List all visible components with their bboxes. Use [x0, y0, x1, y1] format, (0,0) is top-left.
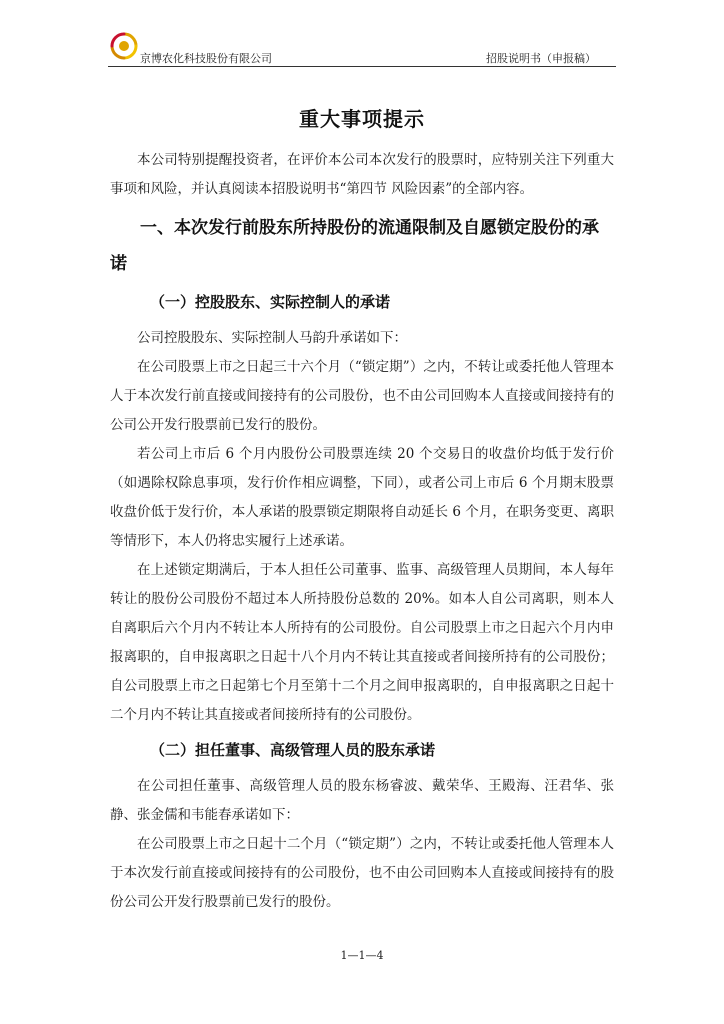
header-divider	[108, 66, 616, 67]
section-heading-1: 一、本次发行前股东所持股份的流通限制及自愿锁定股份的承诺	[110, 218, 599, 274]
company-logo-icon	[108, 30, 140, 62]
paragraph: 若公司上市后 6 个月内股份公司股票连续 20 个交易日的收盘价均低于发行价（如遇除权除息事项，发行价作相应调整，下同），或者公司上市后 6 个月期末股票收盘价低于发行价，本人承诺的股票锁定期限将自动延长 6 个月，在职务变更、离职等情形下，本人仍将忠实履行上述承诺。	[110, 446, 614, 549]
subsection-heading-2: （二）担任董事、高级管理人员的股东承诺	[150, 741, 436, 759]
paragraph: 在公司股票上市之日起三十六个月（“锁定期”）之内，不转让或委托他人管理本人于本次发行前直接或间接持有的公司股份，也不由公司回购本人直接或间接持有的公司公开发行股票前已发行的股份。	[110, 359, 614, 433]
page-number: 1—1—4	[340, 949, 384, 962]
paragraph: 在公司股票上市之日起十二个月（“锁定期”）之内，不转让或委托他人管理本人于本次发行前直接或间接持有的公司股份，也不由公司回购本人直接或间接持有的股份公司公开发行股票前已发行的股份。	[110, 836, 614, 910]
document-type: 招股说明书（申报稿）	[486, 52, 596, 65]
company-name: 京博农化科技股份有限公司	[140, 52, 272, 65]
page-title: 重大事项提示	[299, 107, 425, 131]
paragraph: 在上述锁定期满后，于本人担任公司董事、监事、高级管理人员期间，本人每年转让的股份公司股份不超过本人所持股份总数的 20%。如本人自公司离职，则本人自离职后六个月内不转让本人所持有的公司股份。自公司股票上市之日起六个月内申报离职的，自申报离职之日起十八个月内不转让其直接或者间接所持有的公司股份；自公司股票上市之日起第七个月至第十二个月之间申报离职的，自申报离职之日起十二个月内不转让其直接或者间接所持有的公司股份。	[110, 562, 614, 723]
paragraph: 公司控股股东、实际控制人马韵升承诺如下：	[137, 330, 407, 346]
page-header	[108, 30, 616, 66]
paragraph: 在公司担任董事、高级管理人员的股东杨睿波、戴荣华、王殿海、汪君华、张静、张金儒和韦能春承诺如下：	[110, 778, 614, 823]
document-body	[110, 146, 614, 917]
intro-paragraph: 本公司特别提醒投资者，在评价本公司本次发行的股票时，应特别关注下列重大事项和风险，并认真阅读本招股说明书“第四节 风险因素”的全部内容。	[110, 152, 614, 197]
subsection-heading-1: （一）控股股东、实际控制人的承诺	[150, 293, 391, 311]
